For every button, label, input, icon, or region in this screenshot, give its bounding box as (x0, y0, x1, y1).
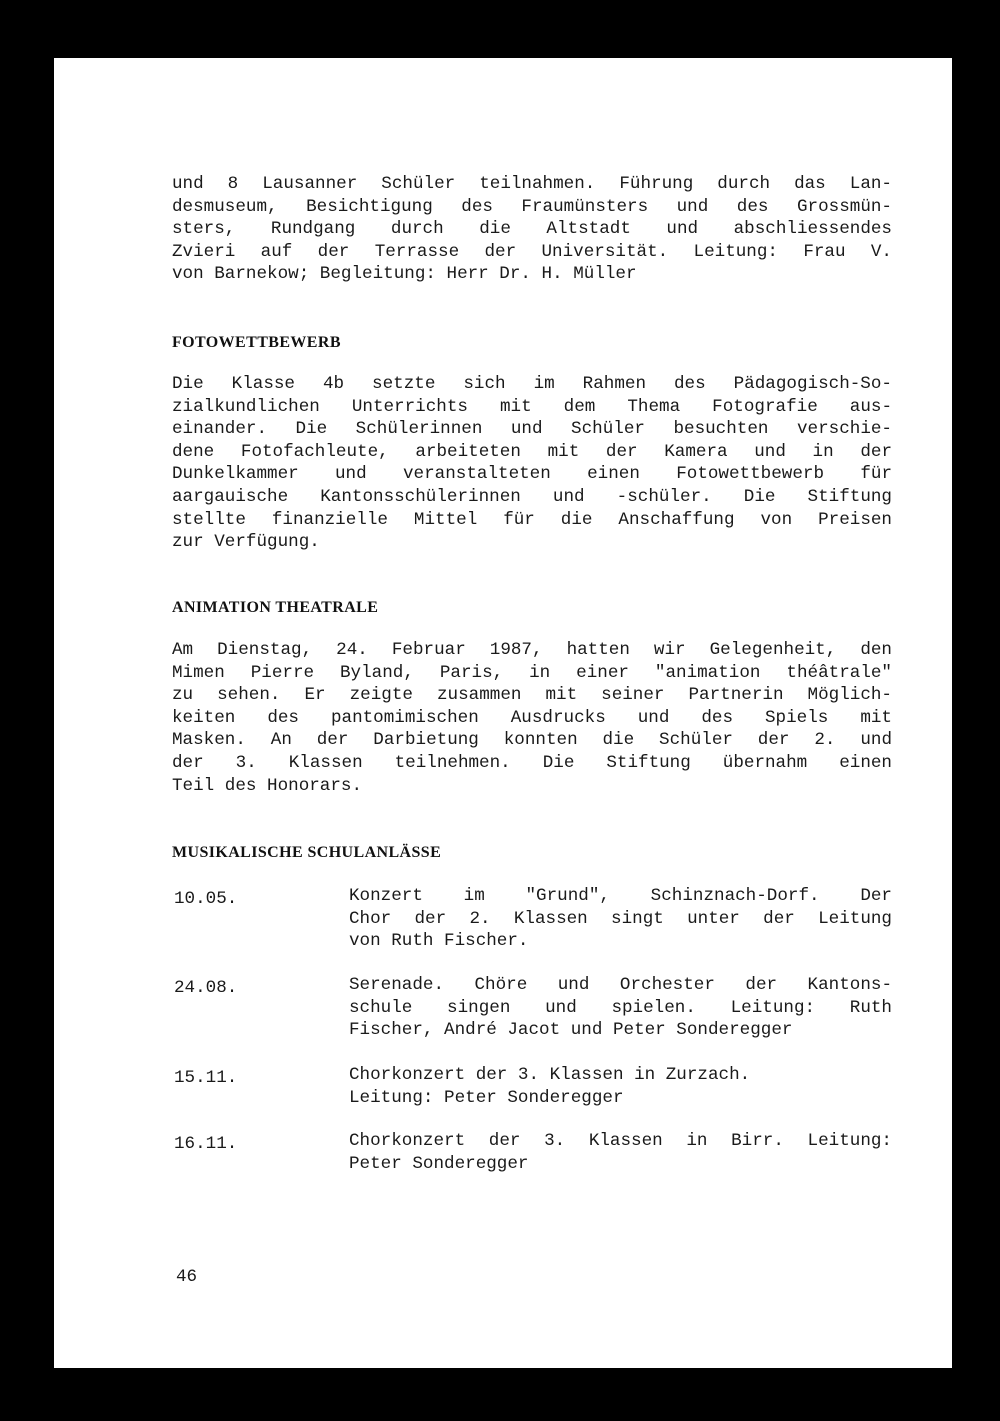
event-line: Fischer, André Jacot und Peter Sonderegger (349, 1020, 793, 1041)
paragraph-line: zur Verfügung. (172, 532, 320, 553)
document-page (54, 58, 952, 1368)
event-date: 16.11. (174, 1134, 238, 1154)
paragraph-line: zialkundlichen Unterrichts mit dem Thema Fotografie aus- (172, 396, 892, 417)
paragraph-line: aargauische Kantonsschülerinnen und -schüler. Die Stiftung (172, 486, 892, 507)
section-heading-fotowettbewerb: FOTOWETTBEWERB (172, 334, 341, 351)
event-description (349, 1064, 892, 1109)
event-line: Chorkonzert der 3. Klassen in Zurzach. (349, 1065, 751, 1085)
page-number: 46 (176, 1267, 198, 1287)
intro-line: Zvieri auf der Terrasse der Universität. Leitung: Frau V. (172, 241, 892, 262)
event-description (349, 974, 892, 1042)
event-line: schule singen und spielen. Leitung: Ruth (349, 997, 892, 1018)
event-description (349, 1130, 892, 1175)
paragraph-line: Die Klasse 4b setzte sich im Rahmen des Pädagogisch-So- (172, 374, 892, 394)
animation-paragraph (172, 639, 892, 797)
intro-line: desmuseum, Besichtigung des Fraumünsters und des Grossmün- (172, 196, 892, 217)
paragraph-line: zu sehen. Er zeigte zusammen mit seiner Partnerin Möglich- (172, 685, 892, 706)
event-date: 24.08. (174, 978, 238, 998)
intro-line: von Barnekow; Begleitung: Herr Dr. H. Müller (172, 264, 637, 285)
event-line: Peter Sonderegger (349, 1153, 529, 1174)
intro-line: sters, Rundgang durch die Altstadt und abschliessendes (172, 219, 892, 240)
paragraph-line: einander. Die Schülerinnen und Schüler besuchten verschie- (172, 419, 892, 440)
paragraph-line: Teil des Honorars. (172, 775, 363, 796)
event-date: 10.05. (174, 889, 238, 909)
paragraph-line: dene Fotofachleute, arbeiteten mit der Kamera und in der (172, 441, 892, 462)
paragraph-line: Masken. An der Darbietung konnten die Schüler der 2. und (172, 730, 892, 751)
event-date: 15.11. (174, 1068, 238, 1088)
event-line: Serenade. Chöre und Orchester der Kantons- (349, 975, 892, 995)
event-line: Chorkonzert der 3. Klassen in Birr. Leitung: (349, 1131, 892, 1151)
event-line: Leitung: Peter Sonderegger (349, 1087, 624, 1108)
paragraph-line: keiten des pantomimischen Ausdrucks und des Spiels mit (172, 707, 892, 728)
event-line: Chor der 2. Klassen singt unter der Leitung (349, 908, 892, 929)
section-heading-animation: ANIMATION THEATRALE (172, 599, 379, 616)
paragraph-line: stellte finanzielle Mittel für die Anschaffung von Preisen (172, 509, 892, 530)
paragraph-line: der 3. Klassen teilnehmen. Die Stiftung übernahm einen (172, 752, 892, 773)
event-line: von Ruth Fischer. (349, 931, 529, 952)
fotowettbewerb-paragraph (172, 373, 892, 554)
event-description (349, 885, 892, 953)
intro-paragraph (172, 173, 892, 286)
event-line: Konzert im "Grund", Schinznach-Dorf. Der (349, 886, 892, 906)
paragraph-line: Am Dienstag, 24. Februar 1987, hatten wir Gelegenheit, den (172, 640, 892, 660)
section-heading-musik: MUSIKALISCHE SCHULANLÄSSE (172, 844, 442, 861)
paragraph-line: Mimen Pierre Byland, Paris, in einer "animation théâtrale" (172, 662, 892, 683)
intro-line: und 8 Lausanner Schüler teilnahmen. Führung durch das Lan- (172, 174, 892, 194)
paragraph-line: Dunkelkammer und veranstalteten einen Fotowettbewerb für (172, 464, 892, 485)
